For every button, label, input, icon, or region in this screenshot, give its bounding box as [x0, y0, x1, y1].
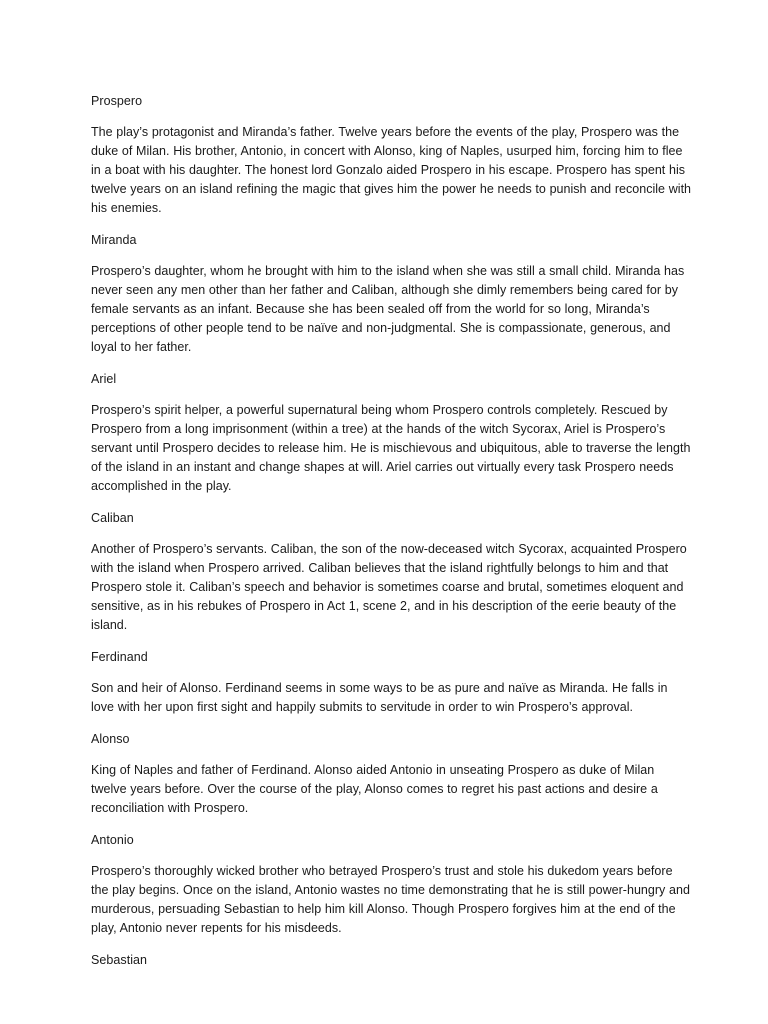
character-entry-alonso [91, 730, 692, 818]
character-description: Another of Prospero’s servants. Caliban, the son of the now-deceased witch Sycorax, acquainted Prospero with the island when Prospero arrived. Caliban believes that the island rightfully belongs to him and that Prospero stole it. Caliban’s speech and behavior is sometimes coarse and brutal, sometimes eloquent and sensitive, as in his rebukes of Prospero in Act 1, scene 2, and in his description of the eerie beauty of the island. [91, 542, 687, 632]
character-name: Ferdinand [91, 650, 148, 664]
character-description: Prospero’s daughter, whom he brought with him to the island when she was still a small child. Miranda has never seen any men other than her father and Caliban, although she dimly remembers being cared for by female servants as an infant. Because she has been sealed off from the world for so long, Miranda’s perceptions of other people tend to be naïve and non-judgmental. She is compassionate, generous, and loyal to her father. [91, 264, 685, 354]
character-name: Caliban [91, 511, 134, 525]
character-entry-miranda [91, 231, 692, 357]
character-entry-prospero [91, 92, 692, 218]
character-description: The play’s protagonist and Miranda’s father. Twelve years before the events of the play, Prospero was the duke of Milan. His brother, Antonio, in concert with Alonso, king of Naples, usurped him, forcing him to flee in a boat with his daughter. The honest lord Gonzalo aided Prospero in his escape. Prospero has spent his twelve years on an island refining the magic that gives him the power he needs to punish and reconcile with his enemies. [91, 125, 692, 215]
character-name: Antonio [91, 833, 134, 847]
character-entry-antonio [91, 831, 692, 938]
character-entry-ariel [91, 370, 692, 496]
character-entry-sebastian [91, 951, 692, 970]
character-name: Sebastian [91, 953, 148, 967]
character-description: Son and heir of Alonso. Ferdinand seems in some ways to be as pure and naïve as Miranda. He falls in love with her upon first sight and happily submits to servitude in order to win Prospero’s approval. [91, 681, 668, 714]
character-name: Ariel [91, 372, 117, 386]
character-description: King of Naples and father of Ferdinand. Alonso aided Antonio in unseating Prospero as duke of Milan twelve years before. Over the course of the play, Alonso comes to regret his past actions and desire a reconciliation with Prospero. [91, 763, 658, 815]
character-name: Miranda [91, 233, 137, 247]
character-name: Prospero [91, 94, 143, 108]
character-description: Prospero’s spirit helper, a powerful supernatural being whom Prospero controls completely. Rescued by Prospero from a long imprisonment (within a tree) at the hands of the witch Sycorax, Ariel is Prospero’s servant until Prospero decides to release him. He is mischievous and ubiquitous, able to traverse the length of the island in an instant and change shapes at will. Ariel carries out virtually every task Prospero needs accomplished in the play. [91, 403, 691, 493]
character-entry-ferdinand [91, 648, 692, 717]
character-name: Alonso [91, 732, 130, 746]
character-entry-caliban [91, 509, 692, 635]
character-description: Prospero’s thoroughly wicked brother who betrayed Prospero’s trust and stole his dukedom years before the play begins. Once on the island, Antonio wastes no time demonstrating that he is still power-hungry and murderous, persuading Sebastian to help him kill Alonso. Though Prospero forgives him at the end of the play, Antonio never repents for his misdeeds. [91, 864, 690, 935]
